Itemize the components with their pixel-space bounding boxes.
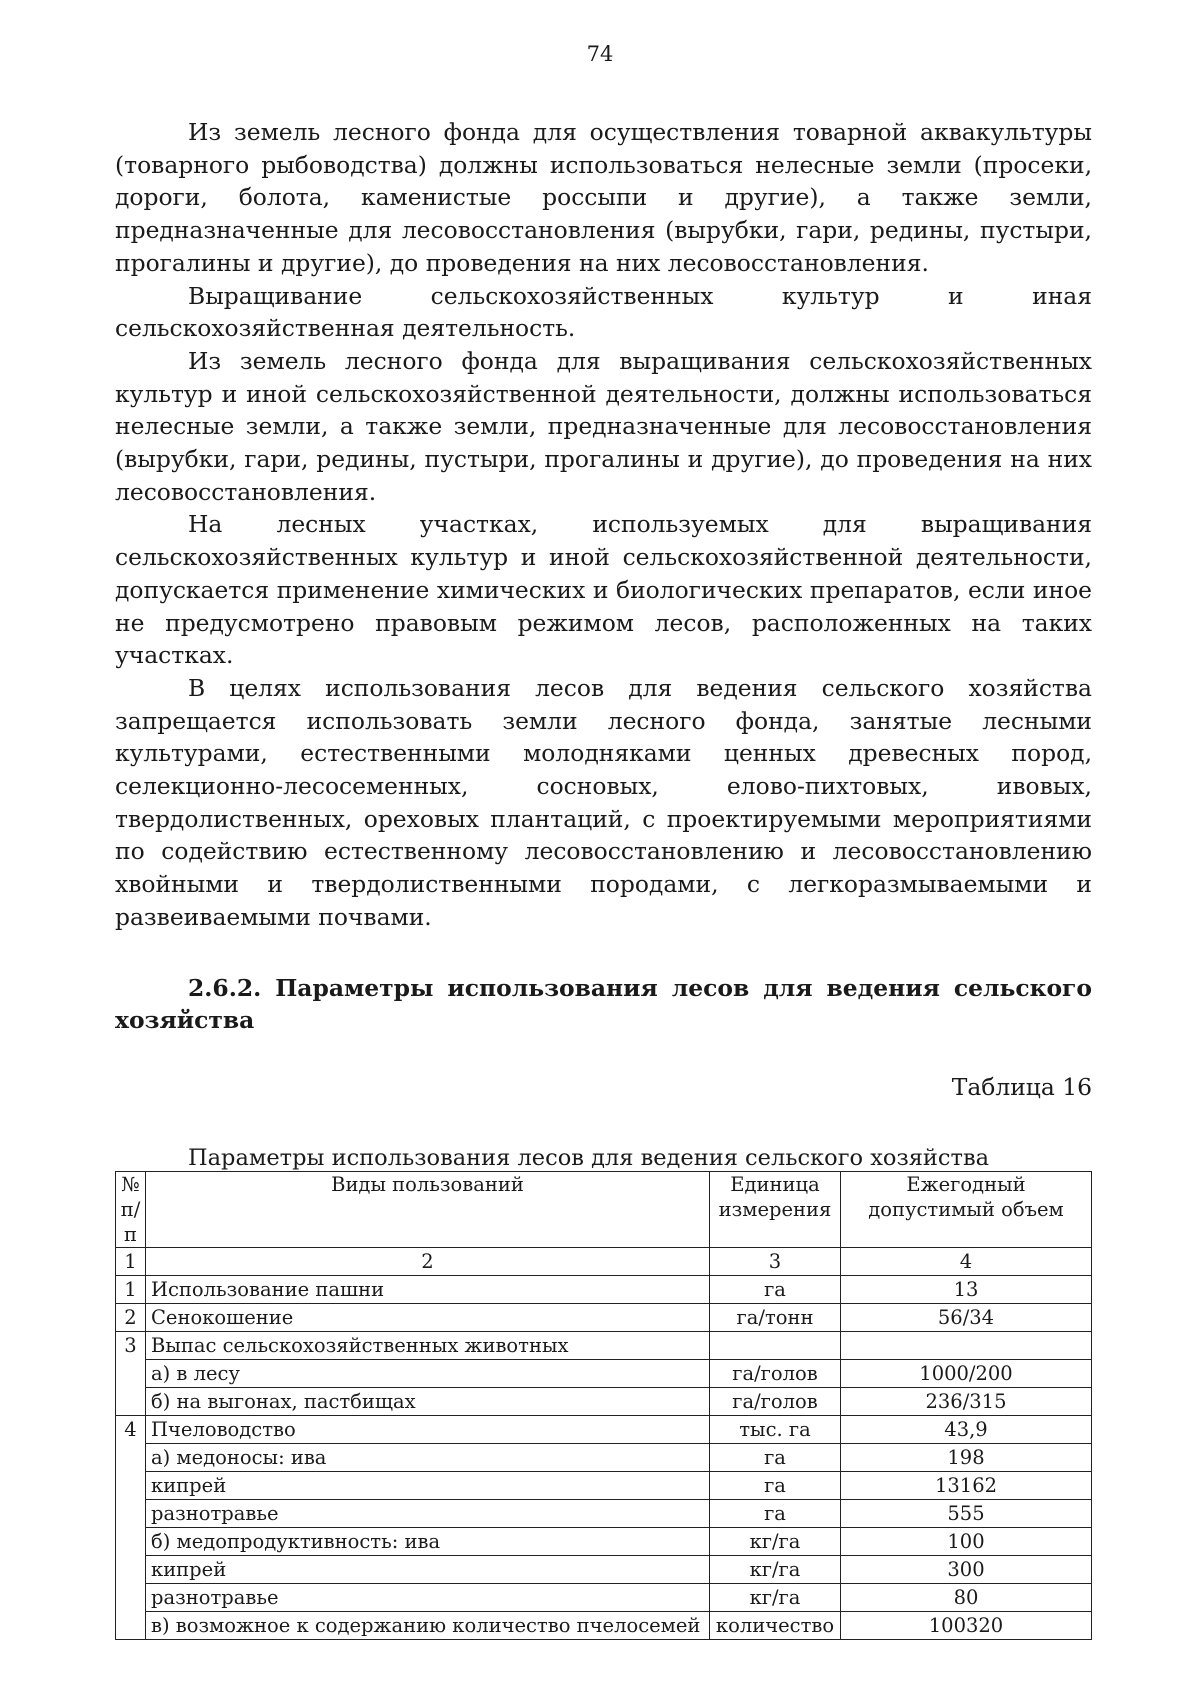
row-number: 4 <box>116 1415 146 1443</box>
table-row <box>116 1415 1092 1443</box>
table-header-row <box>116 1171 1092 1247</box>
row-number <box>116 1387 146 1415</box>
table-body <box>116 1275 1092 1639</box>
row-number <box>116 1611 146 1639</box>
row-volume: 198 <box>841 1443 1092 1471</box>
row-number <box>116 1583 146 1611</box>
table-row <box>116 1499 1092 1527</box>
paragraph: В целях использования лесов для ведения сельского хозяйства запрещается использовать земли лесного фонда, занятые лесными культурами, естественными молодняками ценных древесных пород, селекционно-лесосеменных, сосновых, елово-пихтовых, ивовых, твердолиственных, ореховых плантаций, с проектируемыми мероприятиями по содействию естественному лесовосстановлению и лесовосстановлению хвойными и твердолиственными породами, с легкоразмываемыми и развеиваемыми почвами. <box>115 673 1092 931</box>
row-name: б) на выгонах, пастбищах <box>146 1387 710 1415</box>
row-name: в) возможное к содержанию количество пчелосемей <box>146 1611 710 1639</box>
row-volume: 56/34 <box>841 1303 1092 1331</box>
row-name: б) медопродуктивность: ива <box>146 1527 710 1555</box>
row-number <box>116 1499 146 1527</box>
table-row <box>116 1527 1092 1555</box>
row-unit: га <box>710 1275 841 1303</box>
column-number: 4 <box>841 1247 1092 1275</box>
column-number: 2 <box>146 1247 710 1275</box>
column-number: 1 <box>116 1247 146 1275</box>
header-num: № п/п <box>116 1171 146 1247</box>
row-name: разнотравье <box>146 1583 710 1611</box>
row-name: а) в лесу <box>146 1359 710 1387</box>
row-unit: га/голов <box>710 1387 841 1415</box>
row-volume <box>841 1331 1092 1359</box>
header-volume: Ежегодный допустимый объем <box>841 1171 1092 1247</box>
row-number <box>116 1527 146 1555</box>
table-row <box>116 1303 1092 1331</box>
row-unit <box>710 1331 841 1359</box>
table-label: Таблица 16 <box>951 1072 1092 1101</box>
header-unit: Единица измерения <box>710 1171 841 1247</box>
row-volume: 13 <box>841 1275 1092 1303</box>
table-row <box>116 1359 1092 1387</box>
paragraph: Из земель лесного фонда для осуществления товарной аквакультуры (товарного рыбоводства) должны использоваться нелесные земли (просеки, дороги, болота, каменистые россыпи и другие), а также земли, предназначенные для лесовосстановления (вырубки, гари, редины, пустыри, прогалины и другие), до проведения на них лесовосстановления. <box>115 118 1092 277</box>
paragraph: Выращивание сельскохозяйственных культур и иная сельскохозяйственная деятельность. <box>115 281 1092 343</box>
row-name: Использование пашни <box>146 1275 710 1303</box>
table-row <box>116 1331 1092 1359</box>
row-unit: кг/га <box>710 1583 841 1611</box>
row-unit: кг/га <box>710 1555 841 1583</box>
table-caption: Параметры использования лесов для ведения сельского хозяйства <box>188 1144 990 1171</box>
row-name: кипрей <box>146 1471 710 1499</box>
parameters-table <box>115 1171 1092 1640</box>
row-name: Выпас сельскохозяйственных животных <box>146 1331 710 1359</box>
row-unit: количество <box>710 1611 841 1639</box>
column-number-row <box>116 1247 1092 1275</box>
row-unit: га <box>710 1443 841 1471</box>
table-row <box>116 1443 1092 1471</box>
row-volume: 13162 <box>841 1471 1092 1499</box>
row-number <box>116 1555 146 1583</box>
row-unit: га/голов <box>710 1359 841 1387</box>
column-number: 3 <box>710 1247 841 1275</box>
table-row <box>116 1583 1092 1611</box>
row-volume: 555 <box>841 1499 1092 1527</box>
document-body <box>115 116 1092 1640</box>
row-unit: га <box>710 1471 841 1499</box>
row-number <box>116 1443 146 1471</box>
section-heading: 2.6.2. Параметры использования лесов для ведения сельского хозяйства <box>115 973 1092 1035</box>
row-unit: га/тонн <box>710 1303 841 1331</box>
table-row <box>116 1471 1092 1499</box>
row-volume: 100320 <box>841 1611 1092 1639</box>
row-unit: тыс. га <box>710 1415 841 1443</box>
row-volume: 300 <box>841 1555 1092 1583</box>
row-volume: 1000/200 <box>841 1359 1092 1387</box>
row-volume: 236/315 <box>841 1387 1092 1415</box>
row-name: Пчеловодство <box>146 1415 710 1443</box>
page-number: 74 <box>586 42 614 66</box>
row-number: 2 <box>116 1303 146 1331</box>
row-number <box>116 1359 146 1387</box>
row-number <box>116 1471 146 1499</box>
row-name: Сенокошение <box>146 1303 710 1331</box>
table-row <box>116 1387 1092 1415</box>
row-name: разнотравье <box>146 1499 710 1527</box>
row-volume: 100 <box>841 1527 1092 1555</box>
row-volume: 80 <box>841 1583 1092 1611</box>
row-unit: га <box>710 1499 841 1527</box>
row-volume: 43,9 <box>841 1415 1092 1443</box>
row-number: 3 <box>116 1331 146 1359</box>
table-row <box>116 1611 1092 1639</box>
paragraph: Из земель лесного фонда для выращивания сельскохозяйственных культур и иной сельскохозяйственной деятельности, должны использоваться нелесные земли, а также земли, предназначенные для лесовосстановления (вырубки, гари, редины, пустыри, прогалины и другие), до проведения на них лесовосстановления. <box>115 346 1092 506</box>
row-name: кипрей <box>146 1555 710 1583</box>
row-name: а) медоносы: ива <box>146 1443 710 1471</box>
header-name: Виды пользований <box>146 1171 710 1247</box>
row-number: 1 <box>116 1275 146 1303</box>
table-row <box>116 1555 1092 1583</box>
row-unit: кг/га <box>710 1527 841 1555</box>
paragraph: На лесных участках, используемых для выращивания сельскохозяйственных культур и иной сельскохозяйственной деятельности, допускается применение химических и биологических препаратов, если иное не предусмотрено правовым режимом лесов, расположенных на таких участках. <box>115 510 1092 670</box>
table-row <box>116 1275 1092 1303</box>
